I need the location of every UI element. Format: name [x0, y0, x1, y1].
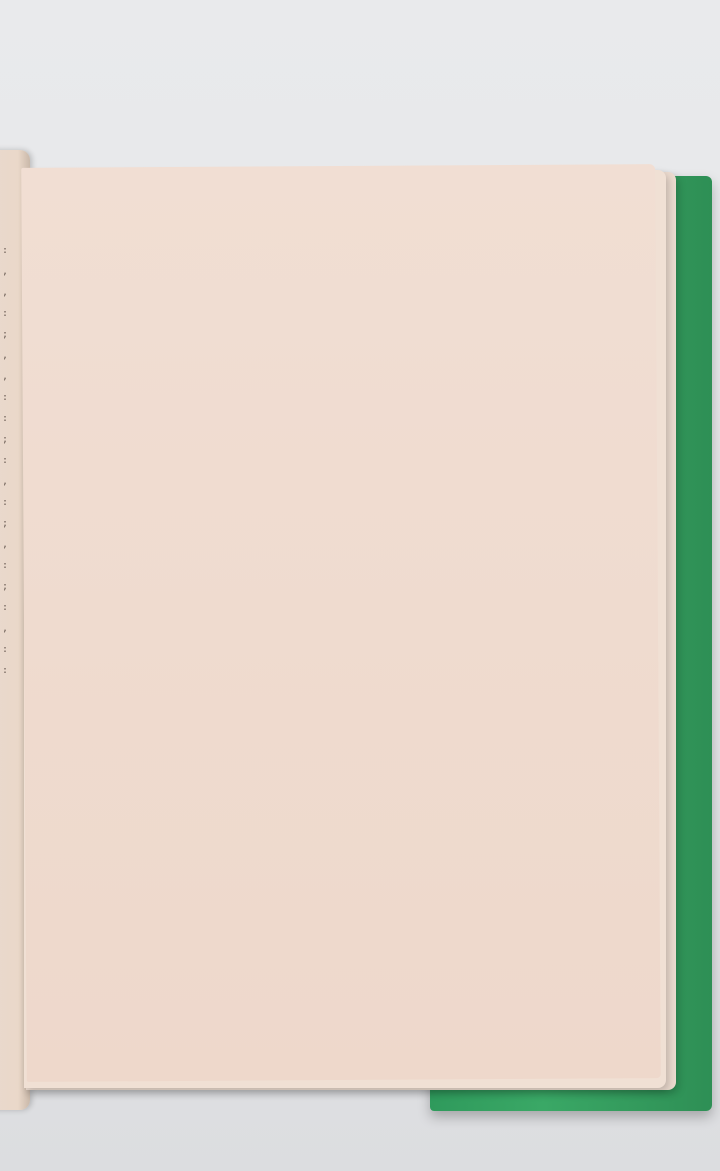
book-page — [21, 164, 661, 1082]
left-page-marks: : , , : ; , , : : ; : , : ; , : ; : , : : — [2, 245, 9, 676]
section-title-line2 — [42, 303, 560, 306]
section-title — [42, 303, 560, 306]
page-number — [26, 1008, 660, 1012]
section-title-line1 — [42, 303, 560, 306]
